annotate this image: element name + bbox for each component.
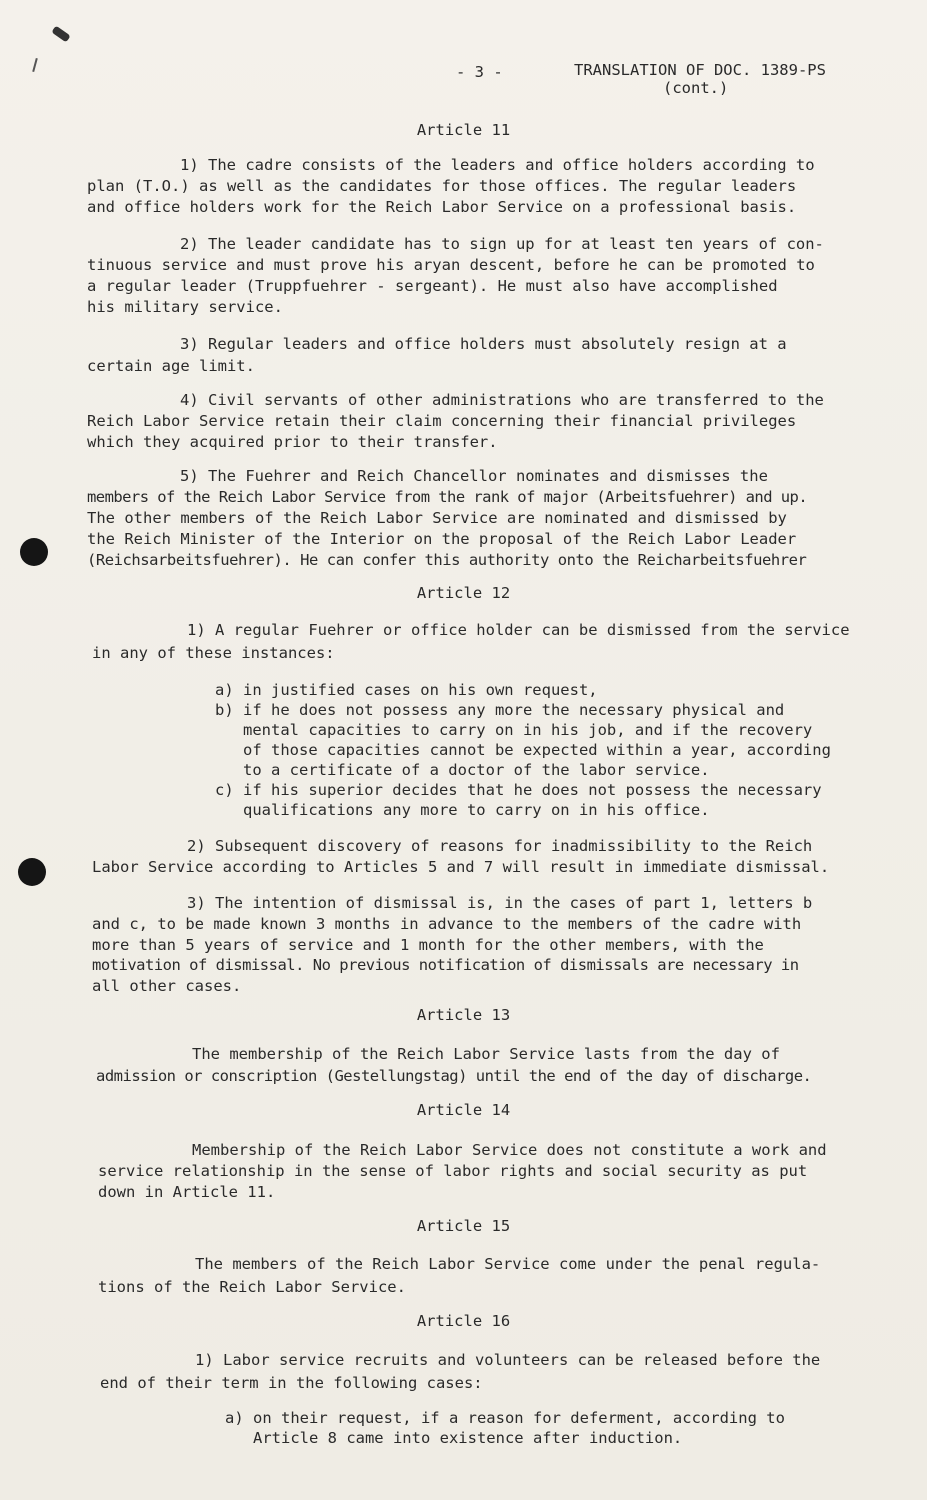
pen-mark (32, 58, 38, 72)
paragraph-line: which they acquired prior to their transfer. (87, 433, 498, 451)
paragraph-line: his military service. (87, 298, 283, 316)
paragraph-line: Labor Service according to Articles 5 and 7 will result in immediate dismissal. (92, 858, 830, 876)
paragraph-line: certain age limit. (87, 357, 255, 375)
punch-hole (20, 538, 48, 566)
paragraph-line: members of the Reich Labor Service from the rank of major (Arbeitsfuehrer) and up. (87, 488, 808, 506)
list-item: qualifications any more to carry on in his office. (215, 801, 710, 819)
paragraph-line: more than 5 years of service and 1 month for the other members, with the (92, 936, 764, 954)
paragraph-line: (Reichsarbeitsfuehrer). He can confer this authority onto the Reicharbeitsfuehrer (87, 551, 807, 569)
paragraph-line: Membership of the Reich Labor Service does not constitute a work and (192, 1141, 827, 1159)
list-item: a) in justified cases on his own request, (215, 681, 598, 699)
pen-mark (51, 26, 70, 43)
paragraph-line: in any of these instances: (92, 644, 335, 662)
paragraph-line: 4) Civil servants of other administrations who are transferred to the (180, 391, 824, 409)
paragraph-line: tions of the Reich Labor Service. (98, 1278, 406, 1296)
paragraph-line: end of their term in the following cases: (100, 1374, 483, 1392)
paragraph-line: 1) Labor service recruits and volunteers can be released before the (195, 1351, 821, 1369)
paragraph-line: and office holders work for the Reich Labor Service on a professional basis. (87, 198, 797, 216)
paragraph-line: 1) The cadre consists of the leaders and office holders according to (180, 156, 815, 174)
paragraph-line: 3) The intention of dismissal is, in the cases of part 1, letters b (187, 894, 813, 912)
list-item: of those capacities cannot be expected within a year, according (215, 741, 831, 759)
paragraph-line: Reich Labor Service retain their claim concerning their financial privileges (87, 412, 797, 430)
punch-hole (18, 858, 46, 886)
paragraph-line: 5) The Fuehrer and Reich Chancellor nominates and dismisses the (180, 467, 768, 485)
paragraph-line: admission or conscription (Gestellungstag) until the end of the day of discharge. (96, 1067, 812, 1085)
paragraph-line: motivation of dismissal. No previous notification of dismissals are necessary in (92, 956, 799, 974)
paragraph-line: the Reich Minister of the Interior on the proposal of the Reich Labor Leader (87, 530, 797, 548)
paragraph-line: 3) Regular leaders and office holders must absolutely resign at a (180, 335, 787, 353)
list-item: mental capacities to carry on in his job, and if the recovery (215, 721, 813, 739)
article-heading: Article 16 (416, 1312, 511, 1330)
article-heading: Article 13 (416, 1006, 511, 1024)
paragraph-line: 2) The leader candidate has to sign up for at least ten years of con- (180, 235, 824, 253)
paragraph-line: and c, to be made known 3 months in advance to the members of the cadre with (92, 915, 802, 933)
list-item: Article 8 came into existence after induction. (225, 1429, 683, 1447)
article-heading: Article 12 (416, 584, 511, 602)
article-heading: Article 14 (416, 1101, 511, 1119)
article-heading: Article 11 (416, 121, 511, 139)
paragraph-line: The membership of the Reich Labor Service lasts from the day of (192, 1045, 780, 1063)
list-item: c) if his superior decides that he does not possess the necessary (215, 781, 822, 799)
paragraph-line: down in Article 11. (98, 1183, 276, 1201)
paragraph-line: The members of the Reich Labor Service come under the penal regula- (195, 1255, 821, 1273)
continued-label: (cont.) (663, 79, 729, 97)
paragraph-line: service relationship in the sense of labor rights and social security as put (98, 1162, 808, 1180)
document-title: TRANSLATION OF DOC. 1389-PS (574, 61, 826, 79)
list-item: b) if he does not possess any more the necessary physical and (215, 701, 785, 719)
paragraph-line: a regular leader (Truppfuehrer - sergeant). He must also have accomplished (87, 277, 778, 295)
page-number: - 3 - (456, 63, 503, 81)
paragraph-line: plan (T.O.) as well as the candidates for those offices. The regular leaders (87, 177, 797, 195)
list-item: a) on their request, if a reason for deferment, according to (225, 1409, 785, 1427)
paragraph-line: all other cases. (92, 977, 242, 995)
article-heading: Article 15 (416, 1217, 511, 1235)
paragraph-line: The other members of the Reich Labor Service are nominated and dismissed by (87, 509, 787, 527)
paragraph-line: tinuous service and must prove his aryan descent, before he can be promoted to (87, 256, 815, 274)
list-item: to a certificate of a doctor of the labor service. (215, 761, 710, 779)
paragraph-line: 2) Subsequent discovery of reasons for inadmissibility to the Reich (187, 837, 813, 855)
paragraph-line: 1) A regular Fuehrer or office holder can be dismissed from the service (187, 621, 850, 639)
